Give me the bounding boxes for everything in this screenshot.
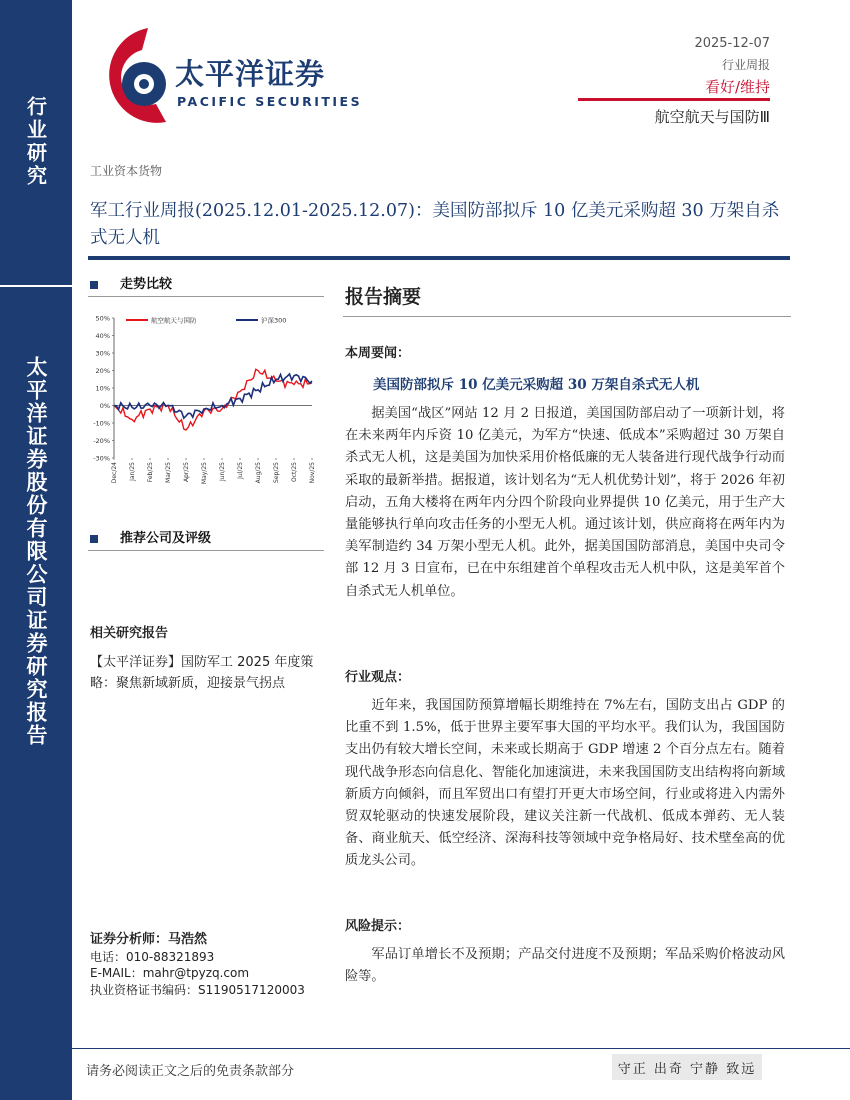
legend-label-2: 沪深300: [261, 316, 287, 325]
company-motto: 守正 出奇 宁静 致远: [612, 1054, 762, 1080]
report-date: 2025-12-07: [694, 36, 770, 51]
y-tick-label: -10%: [93, 419, 110, 428]
view-heading: 行业观点：: [345, 670, 411, 685]
y-tick-label: -30%: [93, 454, 110, 463]
x-tick-label: Jan/25: [129, 462, 136, 481]
news-title: 美国防部拟斥 10 亿美元采购超 30 万架自杀式无人机: [373, 377, 700, 393]
analyst-info: [90, 932, 305, 998]
news-heading: 本周要闻：: [345, 346, 411, 361]
sidebar-divider: [0, 285, 72, 287]
bullet-square-icon: [90, 281, 98, 289]
x-tick-label: Jul/25: [237, 462, 244, 479]
series-line-2: [114, 374, 312, 418]
report-title: 军工行业周报(2025.12.01-2025.12.07)：美国防部拟斥 10 亿美元采购超 30 万架自杀式无人机: [90, 201, 780, 248]
trend-chart: [86, 310, 326, 496]
risk-body: 军品订单增长不及预期；产品交付进度不及预期；军品采购价格波动风险等。: [345, 947, 785, 985]
logo-emblem-icon: [96, 22, 186, 132]
logo-name-cn: 太平洋证券: [175, 57, 326, 91]
analyst-cert: 执业资格证书编码：S1190517120003: [90, 982, 305, 997]
x-tick-label: Oct/25: [291, 462, 298, 483]
disclaimer-link[interactable]: 请务必阅读正文之后的免责条款部分: [86, 1064, 295, 1079]
related-heading: 相关研究报告: [90, 626, 169, 641]
recommend-divider: [88, 550, 324, 551]
risk-heading: 风险提示：: [345, 919, 411, 934]
related-report-link[interactable]: 【太平洋证券】国防军工 2025 年度策略：聚焦新域新质，迎接景气拐点: [90, 655, 314, 691]
rating: 看好/维持: [704, 78, 770, 96]
y-tick-label: -20%: [93, 437, 110, 445]
summary-heading: 报告摘要: [345, 286, 422, 308]
view-body: 近年来，我国国防预算增幅长期维持在 7%左右，国防支出占 GDP 的比重不到 1.5%，低于世界主要军事大国的平均水平。我们认为，我国国防支出仍有较大增长空间，未来或长期高于 GDP 增速 2 个百分点左右。随着现代战争形态向信息化、智能化加速演进，未来我国国防支出结构将向新域新质方向倾斜，而且军贸出口有望打开更大市场空间，行业或将进入内需外贸双轮驱动的快速发展阶段，建议关注新一代战机、低成本弹药、无人装备、商业航天、低空经济、深海科技等领域中竞争格局好、技术壁垒高的优质龙头公司。: [345, 698, 785, 869]
sector: 航空航天与国防Ⅲ: [654, 108, 770, 126]
x-tick-label: Apr/25: [183, 462, 190, 483]
trend-divider: [88, 296, 324, 297]
news-body: 据美国“战区”网站 12 月 2 日报道，美国国防部启动了一项新计划，将在未来两年内斥资 10 亿美元，为军方“快速、低成本”采购超过 30 万架自杀式无人机，这是美国为加快采用价格低廉的无人装备进行现代战争行动而采取的最新举措。据报道，该计划名为“无人机优势计划”，将于 2026 年初启动，五角大楼将在两年内分四个阶段向业界提供 10 亿美元，用于生产大量能够执行单向攻击任务的小型无人机。通过该计划，供应商将在两年内为美军制造约 34 万架小型无人机。此外，据美国国防部消息，美国中央司令部 12 月 3 日宣布，已在中东组建首个单程攻击无人机中队，这是美军首个自杀式无人机单位。: [345, 406, 785, 599]
y-tick-label: 10%: [95, 384, 110, 393]
y-tick-label: 50%: [95, 314, 110, 323]
summary-divider: [343, 316, 791, 317]
x-tick-label: Jun/25: [219, 462, 226, 482]
x-tick-label: Feb/25: [147, 462, 154, 483]
analyst-email[interactable]: E-MAIL：mahr@tpyzq.com: [90, 966, 250, 980]
x-tick-label: Mar/25: [165, 462, 172, 483]
bullet-square-icon: [90, 535, 98, 543]
x-tick-label: Aug/25: [255, 462, 262, 484]
x-tick-label: Dec/24: [111, 462, 118, 484]
sidebar-bottom-label: 太平洋证券股份有限公司证券研究报告: [24, 356, 49, 747]
y-tick-label: 30%: [95, 349, 110, 358]
y-tick-label: 20%: [95, 367, 110, 375]
y-tick-label: 40%: [95, 332, 110, 340]
analyst-name: 证券分析师：马浩然: [90, 932, 208, 947]
legend-label-1: 航空航天与国防: [151, 316, 197, 325]
logo-name-en: PACIFIC SECURITIES: [177, 94, 363, 109]
analyst-phone: 电话：010-88321893: [90, 949, 215, 964]
title-rule: [88, 256, 790, 260]
recommend-heading: 推荐公司及评级: [90, 527, 211, 546]
report-type: 行业周报: [721, 58, 770, 72]
header-divider: [578, 98, 770, 101]
x-tick-label: Nov/25: [309, 462, 316, 484]
trend-heading: 走势比较: [90, 273, 172, 292]
footer-divider: [72, 1048, 850, 1049]
x-tick-label: Sep/25: [273, 462, 280, 483]
sidebar: [0, 0, 72, 1100]
x-tick-label: May/25: [201, 462, 208, 485]
industry-category: 工业资本货物: [90, 164, 163, 178]
sidebar-top-label: 行业研究: [23, 96, 48, 188]
y-tick-label: 0%: [99, 402, 110, 410]
